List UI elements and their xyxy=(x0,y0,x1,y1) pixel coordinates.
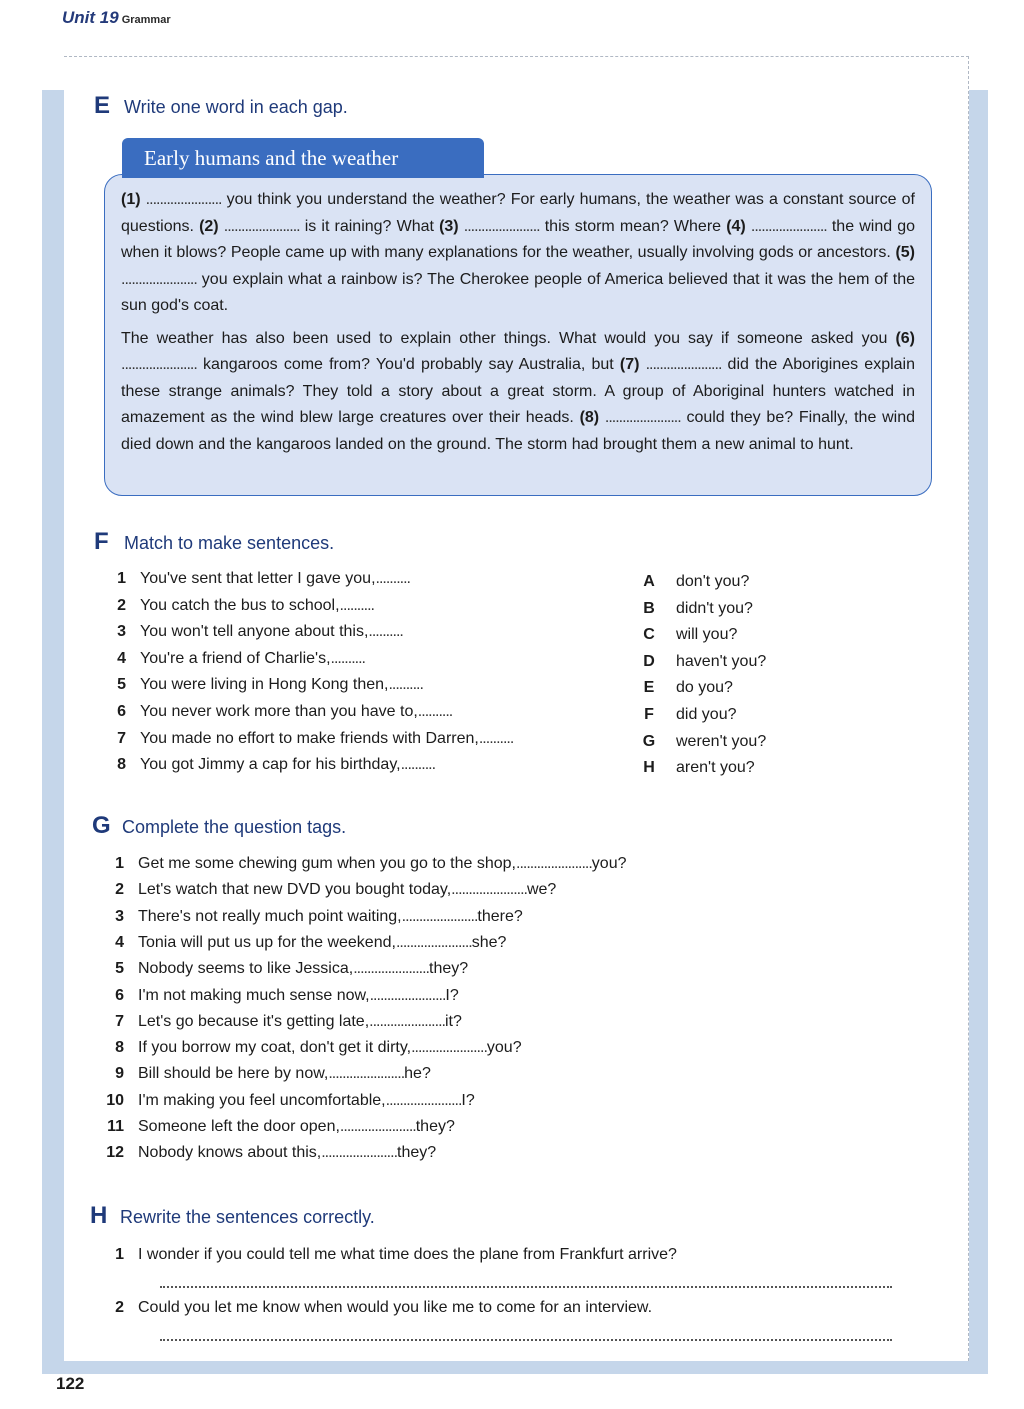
item-number: 2 xyxy=(115,1299,124,1316)
answer-gap[interactable]: .......... xyxy=(339,596,374,614)
gap-number-6: (6) xyxy=(895,329,916,347)
option-text: don't you? xyxy=(676,573,750,590)
answer-gap[interactable]: ...................... xyxy=(516,855,592,872)
item-text: I wonder if you could tell me what time does the plane from Frankfurt arrive? xyxy=(138,1246,677,1263)
text-run: could they be? Finally, the wind died down and the kangaroos landed on the ground. The storm had brought them a new animal to hunt. xyxy=(121,409,915,453)
item-number: 7 xyxy=(115,1012,124,1030)
item-number: 1 xyxy=(117,570,126,587)
match-item xyxy=(90,756,435,774)
page-number: 122 xyxy=(56,1374,85,1393)
tag-ending: you? xyxy=(591,855,627,872)
gap-1[interactable]: ...................... xyxy=(145,191,222,208)
item-number: 1 xyxy=(115,855,124,872)
match-option xyxy=(638,733,766,751)
tag-ending: you? xyxy=(486,1039,522,1057)
tag-ending: she? xyxy=(471,933,507,951)
section-label: Grammar xyxy=(121,14,171,26)
option-letter: H xyxy=(643,759,655,777)
answer-gap[interactable]: ...................... xyxy=(385,1091,462,1109)
answer-line[interactable] xyxy=(160,1339,892,1341)
text-run: you think you understand the weather? For early humans, the weather was a constant source of questions. xyxy=(121,191,916,235)
item-number: 11 xyxy=(107,1118,124,1135)
gap-number-4: (4) xyxy=(726,217,746,235)
tag-ending: they? xyxy=(429,960,469,978)
option-letter: F xyxy=(644,706,654,723)
gap-number-8: (8) xyxy=(579,409,600,426)
item-text: Tonia will put us up for the weekend, xyxy=(138,933,396,951)
option-letter: B xyxy=(643,599,655,617)
item-number: 2 xyxy=(115,881,124,899)
item-number: 4 xyxy=(115,933,124,951)
question-tag-item xyxy=(88,1039,522,1057)
question-tag-item xyxy=(88,881,556,899)
item-text: You catch the bus to school, xyxy=(140,596,340,614)
option-letter: D xyxy=(643,652,655,670)
item-text: Bill should be here by now, xyxy=(138,1065,329,1083)
tag-ending: there? xyxy=(477,907,523,925)
match-option xyxy=(638,706,737,724)
item-number: 5 xyxy=(115,960,124,978)
item-text: Could you let me know when would you like me to come for an interview. xyxy=(138,1299,653,1316)
item-text: If you borrow my coat, don't get it dirty, xyxy=(138,1039,412,1057)
gap-number-7: (7) xyxy=(619,356,640,373)
item-number: 9 xyxy=(115,1065,124,1083)
option-letter: A xyxy=(643,573,655,590)
answer-gap[interactable]: .......... xyxy=(368,623,403,641)
section-h-instruction: Rewrite the sentences correctly. xyxy=(120,1207,375,1227)
match-option xyxy=(638,600,753,618)
answer-gap[interactable]: .......... xyxy=(375,570,410,587)
section-g-letter: G xyxy=(92,812,111,839)
gap-7[interactable]: ...................... xyxy=(645,356,722,373)
question-tag-item xyxy=(88,1118,455,1136)
gap-2[interactable]: ...................... xyxy=(223,217,300,235)
item-number: 5 xyxy=(117,676,126,694)
item-number: 8 xyxy=(117,756,126,774)
match-option xyxy=(638,573,749,591)
tag-ending: we? xyxy=(526,881,557,899)
section-h-header xyxy=(90,1202,375,1230)
item-text: You're a friend of Charlie's, xyxy=(140,649,331,667)
tag-ending: he? xyxy=(404,1065,431,1083)
reading-text-box xyxy=(104,174,932,496)
text-run: this storm mean? Where xyxy=(544,217,722,235)
text-run: kangaroos come from? You'd probably say Australia, but xyxy=(202,356,614,373)
answer-gap[interactable]: ...................... xyxy=(369,1012,445,1030)
match-item xyxy=(90,650,365,668)
question-tag-item xyxy=(88,1092,475,1110)
item-number: 3 xyxy=(117,623,126,641)
tag-ending: I? xyxy=(445,986,459,1004)
option-text: do you? xyxy=(676,679,733,697)
option-letter: C xyxy=(643,626,655,644)
item-text: Nobody knows about this, xyxy=(138,1144,322,1162)
item-number: 12 xyxy=(106,1144,124,1162)
item-number: 6 xyxy=(115,986,124,1004)
item-number: 10 xyxy=(106,1091,124,1109)
text-run: The weather has also been used to explain other things. What would you say if someone asked you xyxy=(121,329,888,347)
answer-gap[interactable]: ...................... xyxy=(339,1118,416,1135)
item-number: 4 xyxy=(117,649,126,667)
option-text: didn't you? xyxy=(676,599,753,617)
match-item xyxy=(90,703,452,721)
question-tag-item xyxy=(88,908,523,926)
item-text: You made no effort to make friends with Darren, xyxy=(140,729,479,747)
tag-ending: it? xyxy=(444,1012,462,1030)
gap-4[interactable]: ...................... xyxy=(750,217,827,235)
match-option xyxy=(638,626,737,644)
section-e-instruction: Write one word in each gap. xyxy=(124,97,348,117)
text-run: you explain what a rainbow is? The Cherokee people of America believed that it was the hem of the sun god's coat. xyxy=(121,270,915,314)
item-text: Someone left the door open, xyxy=(138,1118,340,1135)
question-tag-item xyxy=(88,855,627,873)
option-letter: G xyxy=(642,732,656,750)
section-f-header xyxy=(94,528,334,556)
answer-gap[interactable]: .......... xyxy=(400,756,436,774)
gap-number-1: (1) xyxy=(121,191,141,208)
item-number: 8 xyxy=(115,1039,124,1057)
item-text: I'm not making much sense now, xyxy=(138,986,370,1004)
item-text: You got Jimmy a cap for his birthday, xyxy=(140,756,401,774)
question-tag-item xyxy=(88,934,506,952)
rewrite-item xyxy=(88,1299,652,1317)
item-text: There's not really much point waiting, xyxy=(138,907,402,925)
option-letter: E xyxy=(643,679,655,697)
text-run: did the Aborigines explain these strange animals? They told a story about a great storm. A group of Aboriginal hunters watched in amazement as the wind blew large creatures over their heads. xyxy=(121,356,916,426)
gap-number-5: (5) xyxy=(895,244,915,261)
item-text: Nobody seems to like Jessica, xyxy=(138,960,354,978)
answer-gap[interactable]: ...................... xyxy=(353,960,429,978)
section-f-letter: F xyxy=(94,528,109,555)
answer-gap[interactable]: .......... xyxy=(478,729,514,747)
item-text: You've sent that letter I gave you, xyxy=(140,570,376,587)
gap-8[interactable]: ...................... xyxy=(604,409,681,426)
reading-paragraph-2 xyxy=(121,326,915,459)
answer-gap[interactable]: ...................... xyxy=(401,907,478,925)
rewrite-item xyxy=(88,1246,677,1264)
item-text: You won't tell anyone about this, xyxy=(140,623,369,641)
text-run: is it raining? What xyxy=(304,217,434,235)
match-option xyxy=(638,653,766,671)
page-header xyxy=(62,8,171,28)
gap-6[interactable]: ...................... xyxy=(121,356,197,373)
answer-gap[interactable]: .......... xyxy=(330,649,365,667)
option-text: will you? xyxy=(676,626,738,644)
answer-gap[interactable]: ...................... xyxy=(328,1065,405,1083)
item-text: You were living in Hong Kong then, xyxy=(140,676,389,694)
gap-number-2: (2) xyxy=(199,217,219,235)
question-tag-item xyxy=(88,1065,431,1083)
answer-gap[interactable]: ...................... xyxy=(369,986,446,1004)
item-number: 7 xyxy=(117,729,126,747)
match-item xyxy=(90,623,403,641)
section-e-letter: E xyxy=(94,92,111,119)
question-tag-item xyxy=(88,1144,436,1162)
item-number: 1 xyxy=(115,1246,124,1263)
answer-gap[interactable]: ...................... xyxy=(395,933,472,951)
match-option xyxy=(638,679,733,697)
answer-gap[interactable]: .......... xyxy=(388,676,423,694)
answer-gap[interactable]: ...................... xyxy=(321,1144,398,1162)
answer-gap[interactable]: ...................... xyxy=(411,1039,487,1057)
unit-label: Unit 19 xyxy=(62,8,119,27)
tag-ending: they? xyxy=(415,1118,455,1135)
question-tag-item xyxy=(88,1013,462,1031)
reading-title: Early humans and the weather xyxy=(122,138,484,178)
option-text: did you? xyxy=(676,706,737,723)
answer-line[interactable] xyxy=(160,1286,892,1288)
item-text: Let's watch that new DVD you bought today, xyxy=(138,881,452,899)
section-h-letter: H xyxy=(90,1202,108,1229)
item-text: Get me some chewing gum when you go to the shop, xyxy=(138,855,516,872)
item-number: 3 xyxy=(115,907,124,925)
section-f-instruction: Match to make sentences. xyxy=(124,533,335,553)
option-text: weren't you? xyxy=(676,732,767,750)
item-text: Let's go because it's getting late, xyxy=(138,1012,370,1030)
tag-ending: I? xyxy=(461,1091,475,1109)
question-tag-item xyxy=(88,960,468,978)
answer-gap[interactable]: ...................... xyxy=(451,881,527,899)
item-number: 2 xyxy=(117,596,126,614)
match-option xyxy=(638,759,755,777)
section-e-header xyxy=(94,92,348,120)
item-number: 6 xyxy=(117,703,126,720)
gap-5[interactable]: ...................... xyxy=(121,270,197,288)
match-item xyxy=(90,730,513,748)
gap-number-3: (3) xyxy=(439,217,459,235)
text-run: the wind go when it blows? People came up with many explanations for the weather, usually involving gods or ancestors. xyxy=(121,217,916,261)
section-g-header xyxy=(92,812,346,840)
match-item xyxy=(90,676,423,694)
answer-gap[interactable]: .......... xyxy=(417,703,453,720)
question-tag-item xyxy=(88,987,459,1005)
tag-ending: they? xyxy=(397,1144,437,1162)
item-text: You never work more than you have to, xyxy=(140,703,418,720)
option-text: aren't you? xyxy=(676,759,755,777)
section-g-instruction: Complete the question tags. xyxy=(122,817,347,837)
gap-3[interactable]: ...................... xyxy=(463,217,540,235)
option-text: haven't you? xyxy=(676,652,767,670)
match-item xyxy=(90,570,410,588)
item-text: I'm making you feel uncomfortable, xyxy=(138,1091,386,1109)
reading-paragraph-1 xyxy=(121,187,915,320)
match-item xyxy=(90,597,374,615)
